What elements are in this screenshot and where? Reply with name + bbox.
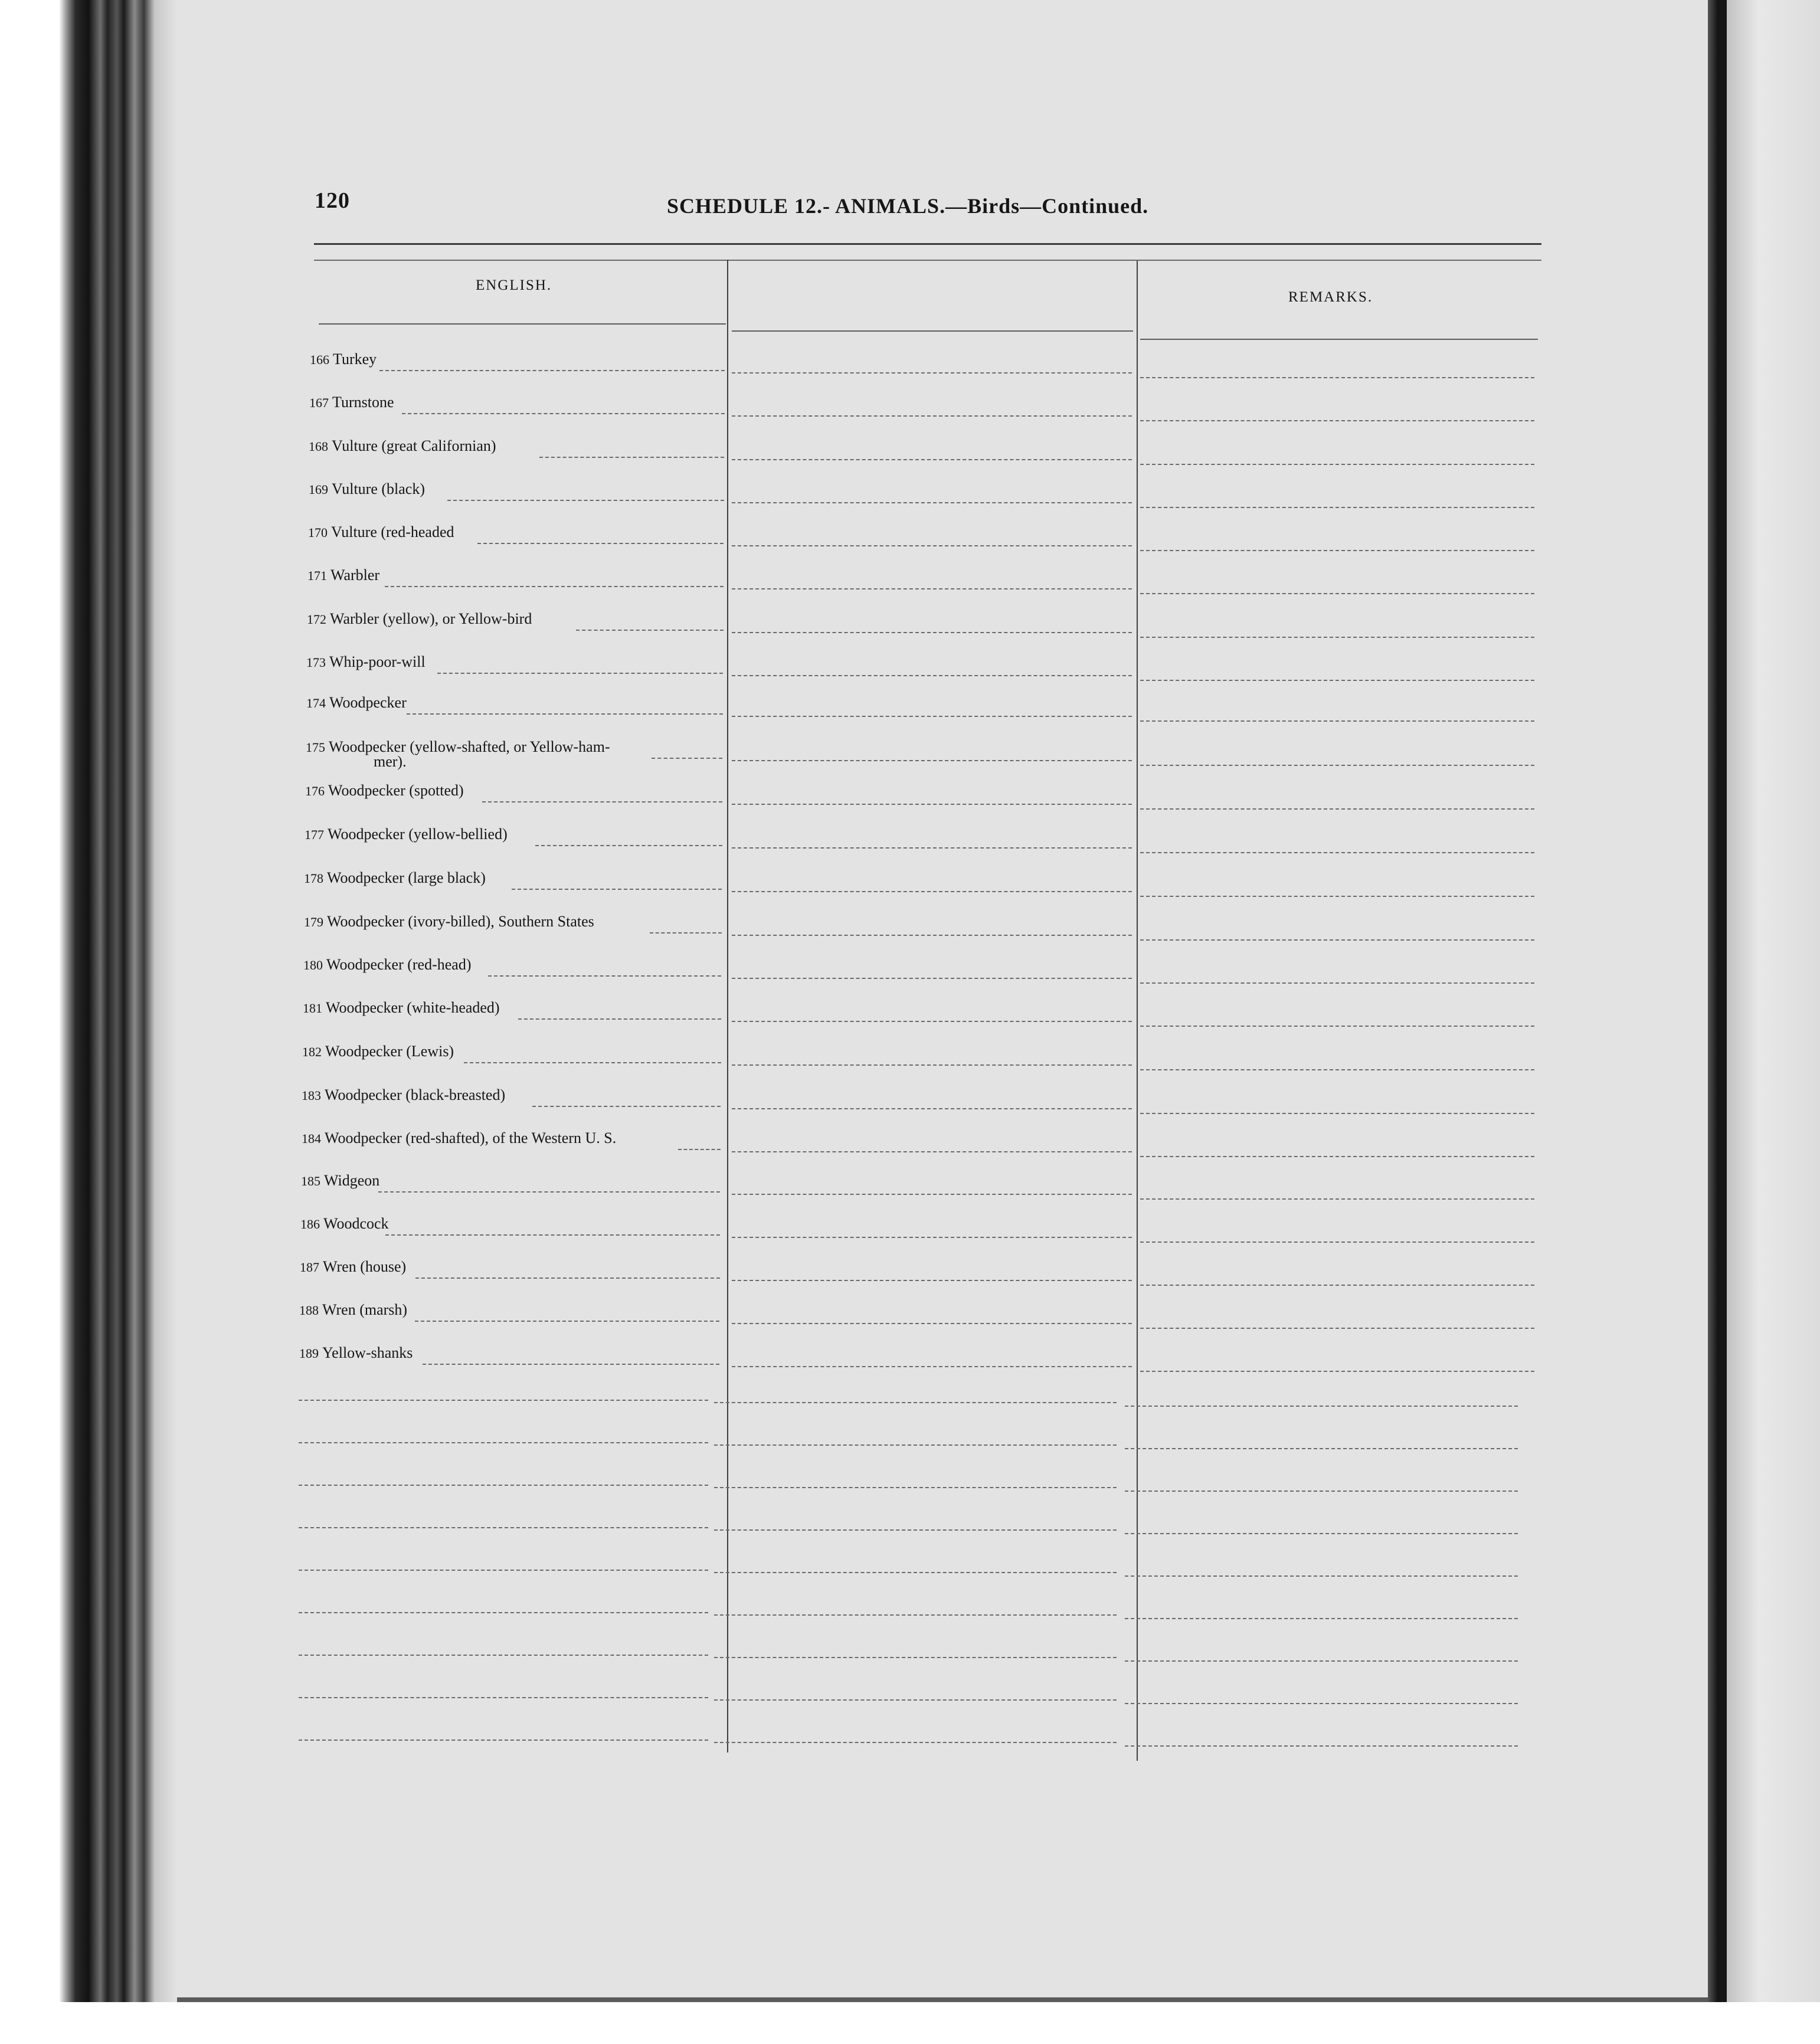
remarks-column-line xyxy=(1140,896,1534,897)
middle-column-line xyxy=(732,459,1132,460)
remarks-column-line xyxy=(1140,1371,1534,1372)
entry-row xyxy=(304,870,486,887)
column-divider-remarks xyxy=(1137,261,1138,1761)
middle-column-line xyxy=(732,1280,1132,1281)
entry-number: 173 xyxy=(306,655,326,670)
entry-row xyxy=(307,611,532,628)
entry-leader-line xyxy=(407,713,723,715)
blank-remarks-line xyxy=(1125,1660,1518,1662)
entry-name: Woodpecker (ivory-billed), Southern States xyxy=(327,913,594,930)
entry-row xyxy=(303,1000,500,1017)
entry-number: 182 xyxy=(302,1044,322,1059)
entry-leader-line xyxy=(402,413,725,414)
middle-column-line xyxy=(732,891,1132,892)
entry-name: Widgeon xyxy=(324,1172,380,1189)
entry-row xyxy=(301,1172,379,1190)
entry-row xyxy=(310,351,377,368)
entry-row xyxy=(302,1130,616,1147)
english-header-rule xyxy=(319,323,726,325)
entry-number: 174 xyxy=(306,696,326,710)
blank-remarks-line xyxy=(1125,1533,1518,1534)
entry-row xyxy=(300,1259,406,1276)
remarks-column-line xyxy=(1140,680,1534,681)
remarks-column-line xyxy=(1140,982,1534,984)
remarks-column-line xyxy=(1140,765,1534,766)
entry-row xyxy=(306,695,407,712)
column-header-english: ENGLISH. xyxy=(476,277,552,293)
blank-row-line xyxy=(299,1612,708,1613)
entry-leader-line xyxy=(488,975,721,977)
entry-number: 175 xyxy=(306,740,325,755)
middle-column-line xyxy=(732,1064,1132,1066)
remarks-column-line xyxy=(1140,1198,1534,1200)
remarks-column-line xyxy=(1140,939,1534,941)
entry-row xyxy=(305,826,508,843)
blank-remarks-line xyxy=(1125,1745,1518,1747)
middle-column-line xyxy=(732,847,1132,849)
entry-number: 186 xyxy=(300,1217,320,1231)
middle-column-line xyxy=(732,935,1132,936)
entry-name: Wren (marsh) xyxy=(322,1301,408,1318)
entry-number: 168 xyxy=(309,439,328,454)
entry-leader-line xyxy=(512,889,722,890)
entry-name: Yellow-shanks xyxy=(322,1344,413,1361)
remarks-column-line xyxy=(1140,1328,1534,1329)
facing-page-edge xyxy=(1718,0,1820,2044)
entry-name: Whip-poor-will xyxy=(329,653,425,670)
remarks-column-line xyxy=(1140,1113,1534,1114)
entry-name: Vulture (black) xyxy=(332,480,425,497)
remarks-column-line xyxy=(1140,808,1534,810)
header-rule xyxy=(314,243,1541,245)
middle-column-line xyxy=(732,760,1132,761)
entry-row xyxy=(309,438,496,455)
entry-row xyxy=(308,524,454,541)
entry-name: Woodpecker (red-shafted), of the Western U. S. xyxy=(325,1129,617,1147)
entry-number: 170 xyxy=(308,525,328,540)
blank-middle-line xyxy=(714,1572,1117,1573)
entry-leader-line xyxy=(378,1191,720,1193)
entry-leader-line xyxy=(532,1106,721,1107)
entry-name: Woodpecker (yellow-shafted, or Yellow-ham- xyxy=(329,738,610,755)
entry-row xyxy=(309,481,425,498)
entry-leader-line xyxy=(415,1321,719,1322)
entry-name: Woodpecker (spotted) xyxy=(328,782,464,799)
remarks-column-line xyxy=(1140,420,1534,421)
scan-margin xyxy=(0,2002,1820,2044)
middle-column-line xyxy=(732,1151,1132,1152)
entry-number: 180 xyxy=(303,958,323,972)
column-divider-english xyxy=(727,260,728,1753)
entry-name: Vulture (great Californian) xyxy=(332,437,496,454)
blank-row-line xyxy=(299,1697,708,1698)
middle-column-line xyxy=(732,978,1132,979)
middle-column-line xyxy=(732,1021,1132,1022)
entry-name: Vulture (red-headed xyxy=(331,523,454,541)
entry-row xyxy=(303,957,472,974)
blank-remarks-line xyxy=(1125,1491,1518,1492)
remarks-column-line xyxy=(1140,852,1534,853)
blank-row-line xyxy=(299,1655,708,1656)
remarks-column-line xyxy=(1140,377,1534,378)
middle-header-rule xyxy=(732,330,1133,332)
entry-leader-line xyxy=(539,457,724,458)
entry-number: 178 xyxy=(304,871,323,886)
entry-leader-line xyxy=(518,1018,721,1020)
entry-number: 166 xyxy=(310,352,329,367)
entry-leader-line xyxy=(415,1278,720,1279)
middle-column-line xyxy=(732,415,1132,417)
entry-name: Woodpecker (red-head) xyxy=(326,956,472,973)
entry-row xyxy=(302,1087,505,1104)
entry-number: 181 xyxy=(303,1001,322,1016)
entry-name: Woodpecker (yellow-bellied) xyxy=(328,826,508,843)
blank-middle-line xyxy=(714,1402,1117,1403)
blank-remarks-line xyxy=(1125,1448,1518,1449)
entry-row xyxy=(305,782,464,800)
entry-name: Woodpecker (white-headed) xyxy=(326,999,500,1016)
entry-number: 177 xyxy=(305,827,324,842)
remarks-column-line xyxy=(1140,720,1534,722)
middle-column-line xyxy=(732,632,1132,633)
entry-leader-line xyxy=(437,673,723,674)
entry-name: Woodpecker (Lewis) xyxy=(325,1043,454,1060)
entry-number: 167 xyxy=(309,395,329,410)
middle-column-line xyxy=(732,1366,1132,1367)
middle-column-line xyxy=(732,1194,1132,1195)
entry-leader-line xyxy=(576,630,724,631)
entry-number: 183 xyxy=(302,1088,321,1103)
blank-middle-line xyxy=(714,1657,1117,1658)
entry-row xyxy=(299,1345,413,1362)
column-header-remarks: REMARKS. xyxy=(1288,289,1373,305)
entry-leader-line xyxy=(678,1149,721,1150)
entry-number: 188 xyxy=(299,1303,319,1318)
remarks-column-line xyxy=(1140,1285,1534,1286)
entry-leader-line xyxy=(385,586,724,587)
blank-remarks-line xyxy=(1125,1703,1518,1704)
entry-row xyxy=(299,1302,407,1319)
entry-leader-line xyxy=(650,932,722,933)
blank-middle-line xyxy=(714,1444,1117,1446)
blank-row-line xyxy=(299,1485,708,1486)
entry-leader-line xyxy=(477,543,724,544)
entry-name: Woodpecker xyxy=(329,694,407,711)
blank-remarks-line xyxy=(1125,1575,1518,1577)
page-gutter-edge xyxy=(1708,0,1718,2044)
blank-remarks-line xyxy=(1125,1406,1518,1407)
blank-row-line xyxy=(299,1442,708,1443)
middle-column-line xyxy=(732,502,1132,503)
middle-column-line xyxy=(732,1237,1132,1238)
middle-column-line xyxy=(732,804,1132,805)
entry-number: 176 xyxy=(305,784,325,798)
remarks-column-line xyxy=(1140,464,1534,465)
remarks-column-line xyxy=(1140,507,1534,508)
page-number: 120 xyxy=(315,188,350,213)
entry-number: 185 xyxy=(301,1174,320,1188)
blank-row-line xyxy=(299,1527,708,1528)
blank-row-line xyxy=(299,1570,708,1571)
blank-middle-line xyxy=(714,1614,1117,1616)
entry-number: 189 xyxy=(299,1346,319,1361)
blank-middle-line xyxy=(714,1699,1117,1701)
remarks-column-line xyxy=(1140,1026,1534,1027)
entry-row xyxy=(307,567,379,584)
blank-middle-line xyxy=(714,1529,1117,1531)
middle-column-line xyxy=(732,1323,1132,1324)
entry-leader-line xyxy=(482,801,722,802)
blank-remarks-line xyxy=(1125,1618,1518,1619)
entry-name-continuation: mer). xyxy=(374,753,407,770)
entry-row xyxy=(300,1216,389,1233)
remarks-column-line xyxy=(1140,593,1534,594)
entry-name: Wren (house) xyxy=(323,1258,407,1275)
entry-row xyxy=(306,654,425,671)
blank-middle-line xyxy=(714,1487,1117,1488)
entry-number: 179 xyxy=(304,915,323,929)
entry-row xyxy=(304,913,594,931)
entry-number: 171 xyxy=(307,568,327,583)
entry-name: Woodpecker (large black) xyxy=(327,869,486,886)
middle-column-line xyxy=(732,372,1132,374)
entry-leader-line xyxy=(464,1062,721,1063)
entry-row xyxy=(309,394,394,411)
entry-name: Warbler xyxy=(330,566,380,584)
remarks-column-line xyxy=(1140,1156,1534,1157)
schedule-title: SCHEDULE 12.- ANIMALS.—Birds—Continued. xyxy=(667,194,1149,218)
middle-column-line xyxy=(732,545,1132,546)
middle-column-line xyxy=(732,588,1132,589)
entry-name: Woodpecker (black-breasted) xyxy=(325,1086,506,1103)
remarks-column-line xyxy=(1140,1242,1534,1243)
middle-column-line xyxy=(732,1108,1132,1109)
entry-row xyxy=(302,1043,454,1060)
entry-number: 169 xyxy=(309,482,328,497)
entry-number: 187 xyxy=(300,1260,319,1275)
entry-leader-line xyxy=(535,845,722,846)
remarks-column-line xyxy=(1140,637,1534,638)
entry-name: Warbler (yellow), or Yellow-bird xyxy=(330,610,532,627)
remarks-header-rule xyxy=(1140,339,1538,340)
entry-number: 172 xyxy=(307,612,326,627)
entry-name: Woodcock xyxy=(323,1215,389,1232)
entry-leader-line xyxy=(385,1234,720,1236)
entry-number: 184 xyxy=(302,1131,321,1146)
entry-leader-line xyxy=(652,758,722,759)
middle-column-line xyxy=(732,675,1132,676)
entry-leader-line xyxy=(379,370,725,371)
middle-column-line xyxy=(732,716,1132,717)
blank-row-line xyxy=(299,1400,708,1401)
entry-leader-line xyxy=(423,1364,719,1365)
blank-middle-line xyxy=(714,1742,1117,1743)
book-spine-shadow xyxy=(0,0,177,2044)
entry-name: Turkey xyxy=(333,351,377,368)
remarks-column-line xyxy=(1140,1069,1534,1070)
blank-row-line xyxy=(299,1740,708,1741)
remarks-column-line xyxy=(1140,550,1534,551)
entry-row xyxy=(306,739,610,756)
entry-name: Turnstone xyxy=(332,394,394,411)
header-rule-double xyxy=(314,260,1541,261)
entry-leader-line xyxy=(447,500,724,501)
